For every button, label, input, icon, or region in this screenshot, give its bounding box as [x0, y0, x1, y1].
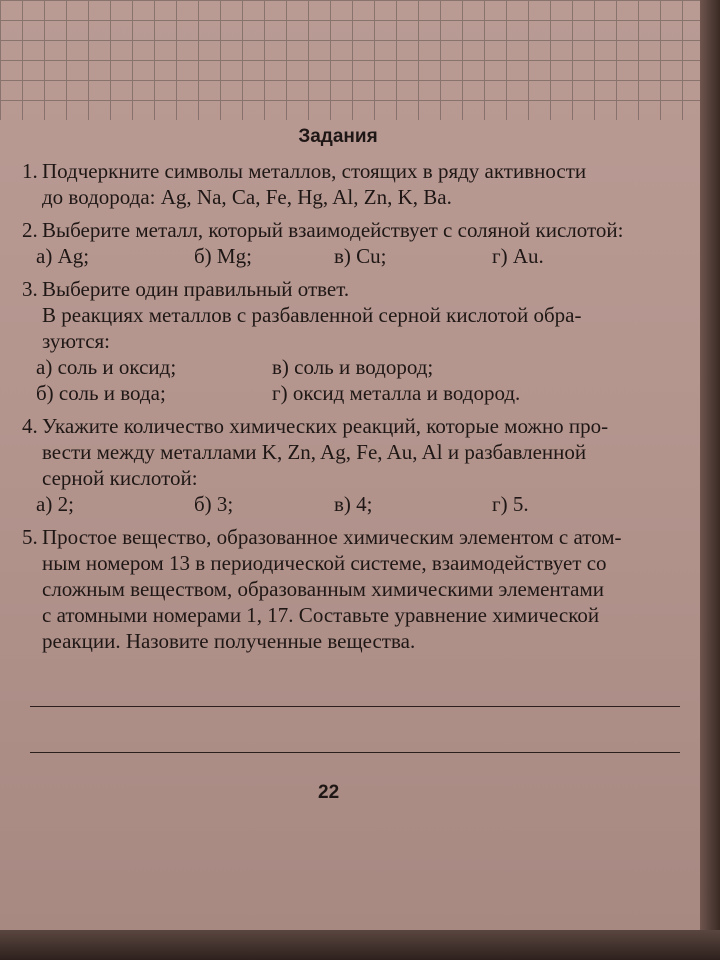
- task-text-line: Выберите металл, который взаимодействует с соляной кислотой:: [42, 218, 624, 242]
- task-text-line: Подчеркните символы металлов, стоящих в ряду активности: [42, 159, 587, 183]
- answer-option: г) Au.: [492, 244, 544, 268]
- task-3: [22, 276, 678, 406]
- answer-option: б) 3;: [194, 492, 234, 516]
- task-text-line: вести между металлами K, Zn, Ag, Fe, Au, Al и разбавленной: [42, 440, 587, 464]
- section-heading: Задания: [298, 126, 378, 147]
- task-text-line: сложным веществом, образованным химическими элементами: [42, 577, 604, 601]
- task-text-line: В реакциях металлов с разбавленной серной кислотой обра-: [42, 303, 582, 327]
- answer-option: в) соль и водород;: [272, 355, 434, 379]
- answer-options: [36, 354, 678, 406]
- task-1: [22, 158, 678, 210]
- answer-line[interactable]: [30, 706, 680, 707]
- answer-option: а) Ag;: [36, 244, 90, 268]
- task-number: 4.: [22, 414, 38, 438]
- answer-option: а) соль и оксид;: [36, 355, 177, 379]
- answer-option: а) 2;: [36, 492, 74, 516]
- task-4: [22, 413, 678, 517]
- task-text-line: Укажите количество химических реакций, которые можно про-: [42, 414, 609, 438]
- answer-option: г) оксид металла и водород.: [272, 381, 521, 405]
- task-number: 5.: [22, 525, 38, 549]
- answer-option: в) 4;: [334, 492, 373, 516]
- task-text-line: Выберите один правильный ответ.: [42, 277, 350, 301]
- answer-option: б) Mg;: [194, 244, 252, 268]
- tasks-section: [22, 120, 678, 661]
- task-text-line: серной кислотой:: [42, 466, 198, 490]
- task-text-line: ным номером 13 в периодической системе, взаимодействует со: [42, 551, 607, 575]
- answer-options: [36, 243, 678, 269]
- task-text-line: зуются:: [42, 329, 111, 353]
- task-number: 3.: [22, 277, 38, 301]
- answer-option: г) 5.: [492, 492, 529, 516]
- task-number: 2.: [22, 218, 38, 242]
- task-text-line: реакции. Назовите полученные вещества.: [42, 629, 416, 653]
- answer-options: [36, 491, 678, 517]
- answer-line[interactable]: [30, 752, 680, 753]
- task-2: [22, 217, 678, 269]
- answer-option: б) соль и вода;: [36, 381, 166, 405]
- task-number: 1.: [22, 159, 38, 183]
- page-edge-shadow: [700, 0, 720, 930]
- task-text-line: Простое вещество, образованное химическим элементом с атом-: [42, 525, 622, 549]
- answer-option: в) Cu;: [334, 244, 387, 268]
- task-5: [22, 524, 678, 654]
- graph-paper-grid: [0, 0, 700, 120]
- task-text-line: до водорода: Ag, Na, Ca, Fe, Hg, Al, Zn, K, Ba.: [42, 185, 452, 209]
- page-number: 22: [318, 782, 340, 803]
- task-text-line: с атомными номерами 1, 17. Составьте уравнение химической: [42, 603, 600, 627]
- background-surface: [0, 930, 720, 960]
